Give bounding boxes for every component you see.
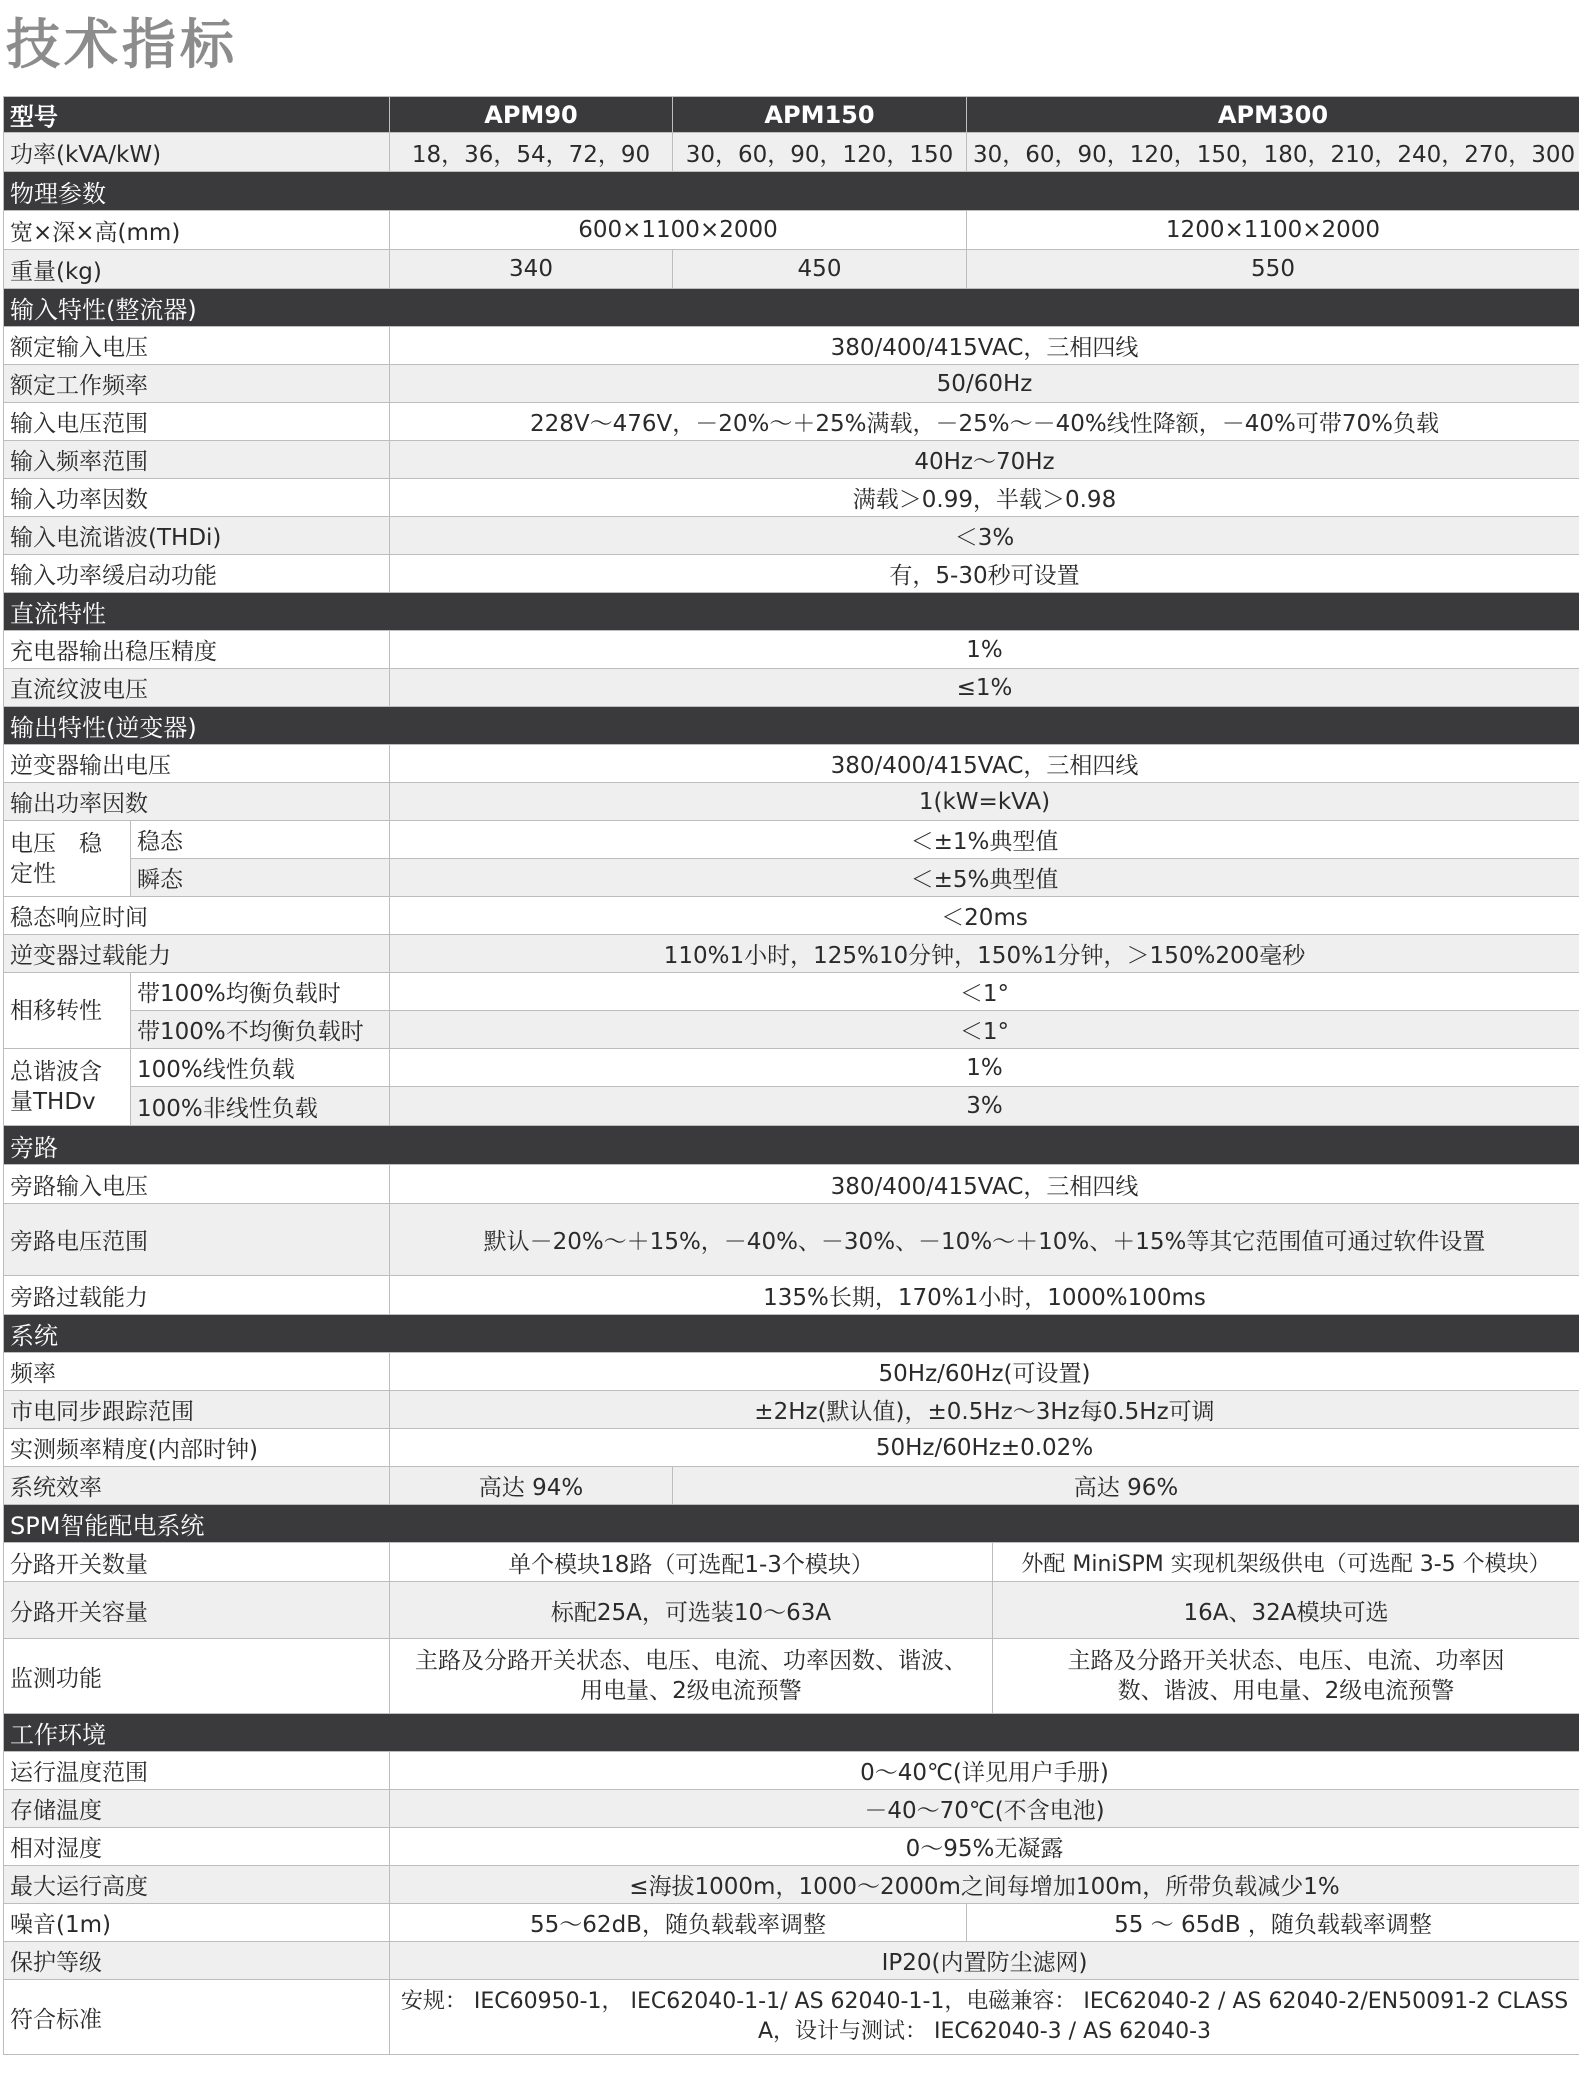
noise-apm300: 55 ～ 65dB ，随负载载率调整 [967,1904,1579,1942]
spec-value: ＜3% [390,517,1579,555]
spec-label: 稳态响应时间 [4,897,390,935]
spec-row [4,1276,1579,1315]
spec-row [4,1353,1579,1391]
spec-row [4,1639,1579,1714]
section-output [4,707,1579,745]
spec-label: 充电器输出稳压精度 [4,631,390,669]
spec-label: 额定输入电压 [4,327,390,365]
section-input [4,289,1579,327]
section-title: 输入特性(整流器) [4,289,1579,327]
efficiency-apm150-300: 高达 96% [673,1467,1579,1505]
spec-row [4,1790,1579,1828]
model-apm90: APM90 [390,97,673,133]
spec-label: 逆变器过载能力 [4,935,390,973]
spec-value: 380/400/415VAC，三相四线 [390,745,1579,783]
spec-label: 运行温度范围 [4,1752,390,1790]
spec-label: 市电同步跟踪范围 [4,1391,390,1429]
spec-row [4,1828,1579,1866]
spec-value: ＜1° [390,1011,1579,1049]
spec-label: 监测功能 [4,1639,390,1714]
section-spm [4,1505,1579,1543]
spec-row [4,631,1579,669]
section-title: 直流特性 [4,593,1579,631]
section-title: 旁路 [4,1126,1579,1165]
spec-value: ≤1% [390,669,1579,707]
spec-row [4,441,1579,479]
spec-value: 380/400/415VAC，三相四线 [390,327,1579,365]
spec-label: 频率 [4,1353,390,1391]
spec-row [4,1011,1579,1049]
spec-value: 228V～476V，－20%～＋25%满载，－25%～－40%线性降额，－40%可带70%负载 [390,403,1579,441]
efficiency-apm90: 高达 94% [390,1467,673,1505]
weight-label: 重量(kg) [4,250,390,289]
spec-row [4,1752,1579,1790]
spec-label: 输入频率范围 [4,441,390,479]
sub-label: 带100%均衡负载时 [131,973,390,1011]
thdv-label: 总谐波含量THDv [4,1049,131,1126]
model-label: 型号 [4,97,390,133]
spec-label: 系统效率 [4,1467,390,1505]
phase-label: 相移转性 [4,973,131,1049]
page-title: 技术指标 [6,13,238,76]
spec-row [4,783,1579,821]
section-title: SPM智能配电系统 [4,1505,1579,1543]
section-dc [4,593,1579,631]
size-apm90-150: 600×1100×2000 [390,211,967,250]
spec-label: 旁路输入电压 [4,1165,390,1204]
spec-value: 50Hz/60Hz(可设置) [390,1353,1579,1391]
spec-row [4,1980,1579,2055]
spec-value: 135%长期，170%1小时，1000%100ms [390,1276,1579,1315]
spec-value: ＜±1%典型值 [390,821,1579,859]
spec-row [4,935,1579,973]
standards-value: 安规： IEC60950-1， IEC62040-1-1/ AS 62040-1-1，电磁兼容： IEC62040-2 / AS 62040-2/EN50091-2 CLASS A，设计与测试： IEC62040-3 / AS 62040-3 [390,1980,1579,2055]
spec-row [4,1165,1579,1204]
spec-value: 0～95%无凝露 [390,1828,1579,1866]
spec-label: 保护等级 [4,1942,390,1980]
spec-value: 50/60Hz [390,365,1579,403]
spec-value-left: 单个模块18路（可选配1-3个模块） [390,1543,993,1582]
stability-label: 电压 稳定性 [4,821,131,897]
spec-row [4,1942,1579,1980]
weight-apm150: 450 [673,250,967,289]
section-physical [4,172,1579,211]
spec-label: 实测频率精度(内部时钟) [4,1429,390,1467]
spec-label: 旁路过载能力 [4,1276,390,1315]
section-title: 输出特性(逆变器) [4,707,1579,745]
sub-label: 带100%不均衡负载时 [131,1011,390,1049]
spec-value: 1(kW=kVA) [390,783,1579,821]
spec-value: ＜1° [390,973,1579,1011]
spec-row [4,669,1579,707]
spec-value-right: 16A、32A模块可选 [993,1582,1579,1639]
spec-label: 存储温度 [4,1790,390,1828]
model-apm150: APM150 [673,97,967,133]
spec-value-right: 外配 MiniSPM 实现机架级供电（可选配 3-5 个模块） [993,1543,1579,1582]
spec-value: IP20(内置防尘滤网) [390,1942,1579,1980]
spec-row [4,897,1579,935]
spec-label: 相对湿度 [4,1828,390,1866]
spec-value: 3% [390,1087,1579,1126]
spec-label: 直流纹波电压 [4,669,390,707]
section-title: 物理参数 [4,172,1579,211]
power-apm300: 30，60，90，120，150，180，210，240，270，300 [967,133,1579,172]
sub-label: 瞬态 [131,859,390,897]
section-env [4,1714,1579,1752]
spec-table [3,96,1579,2055]
spec-value: －40～70℃(不含电池) [390,1790,1579,1828]
noise-row [4,1904,1579,1942]
spec-label: 最大运行高度 [4,1866,390,1904]
power-row [4,133,1579,172]
spec-row [4,859,1579,897]
spec-value: 有，5-30秒可设置 [390,555,1579,593]
spec-value: 1% [390,631,1579,669]
spec-row [4,1204,1579,1276]
spec-value: 0～40℃(详见用户手册) [390,1752,1579,1790]
spec-label: 分路开关容量 [4,1582,390,1639]
spec-value: ＜±5%典型值 [390,859,1579,897]
section-bypass [4,1126,1579,1165]
spec-row [4,1391,1579,1429]
spec-label: 逆变器输出电压 [4,745,390,783]
section-system [4,1315,1579,1353]
spec-row [4,1582,1579,1639]
spec-value: 满载＞0.99，半载＞0.98 [390,479,1579,517]
weight-row [4,250,1579,289]
spec-row [4,973,1579,1011]
spec-value: 50Hz/60Hz±0.02% [390,1429,1579,1467]
spec-label: 输出功率因数 [4,783,390,821]
spec-value: ＜20ms [390,897,1579,935]
spec-value: 40Hz～70Hz [390,441,1579,479]
weight-apm300: 550 [967,250,1579,289]
spec-row [4,327,1579,365]
model-header-row [4,97,1579,133]
spec-label: 符合标准 [4,1980,390,2055]
size-label: 宽×深×高(mm) [4,211,390,250]
sub-label: 稳态 [131,821,390,859]
power-apm90: 18，36，54，72，90 [390,133,673,172]
sub-label: 100%线性负载 [131,1049,390,1087]
spec-value-right: 主路及分路开关状态、电压、电流、功率因数、谐波、用电量、2级电流预警 [993,1639,1579,1714]
spec-label: 噪音(1m) [4,1904,390,1942]
spec-row [4,365,1579,403]
spec-value-left: 主路及分路开关状态、电压、电流、功率因数、谐波、用电量、2级电流预警 [390,1639,993,1714]
spec-row [4,517,1579,555]
spec-row [4,821,1579,859]
noise-apm90-150: 55～62dB，随负载载率调整 [390,1904,967,1942]
spec-value: 默认－20%～＋15%，－40%、－30%、－10%～＋10%、＋15%等其它范围值可通过软件设置 [390,1204,1579,1276]
spec-value: ≤海拔1000m，1000～2000m之间每增加100m，所带负载减少1% [390,1866,1579,1904]
spec-row [4,1049,1579,1087]
spec-label: 输入电流谐波(THDi) [4,517,390,555]
spec-row [4,555,1579,593]
spec-value: ±2Hz(默认值)，±0.5Hz～3Hz每0.5Hz可调 [390,1391,1579,1429]
efficiency-row [4,1467,1579,1505]
spec-value: 110%1小时，125%10分钟，150%1分钟，＞150%200毫秒 [390,935,1579,973]
spec-value: 1% [390,1049,1579,1087]
spec-row [4,1866,1579,1904]
model-apm300: APM300 [967,97,1579,133]
power-apm150: 30，60，90，120，150 [673,133,967,172]
spec-label: 输入功率因数 [4,479,390,517]
section-title: 工作环境 [4,1714,1579,1752]
spec-row [4,1429,1579,1467]
sub-label: 100%非线性负载 [131,1087,390,1126]
spec-label: 额定工作频率 [4,365,390,403]
spec-row [4,745,1579,783]
spec-row [4,479,1579,517]
spec-label: 输入功率缓启动功能 [4,555,390,593]
power-label: 功率(kVA/kW) [4,133,390,172]
size-apm300: 1200×1100×2000 [967,211,1579,250]
section-title: 系统 [4,1315,1579,1353]
spec-value-left: 标配25A，可选装10～63A [390,1582,993,1639]
weight-apm90: 340 [390,250,673,289]
spec-label: 输入电压范围 [4,403,390,441]
spec-row [4,403,1579,441]
spec-row [4,1543,1579,1582]
spec-label: 旁路电压范围 [4,1204,390,1276]
size-row [4,211,1579,250]
spec-label: 分路开关数量 [4,1543,390,1582]
spec-row [4,1087,1579,1126]
spec-value: 380/400/415VAC，三相四线 [390,1165,1579,1204]
